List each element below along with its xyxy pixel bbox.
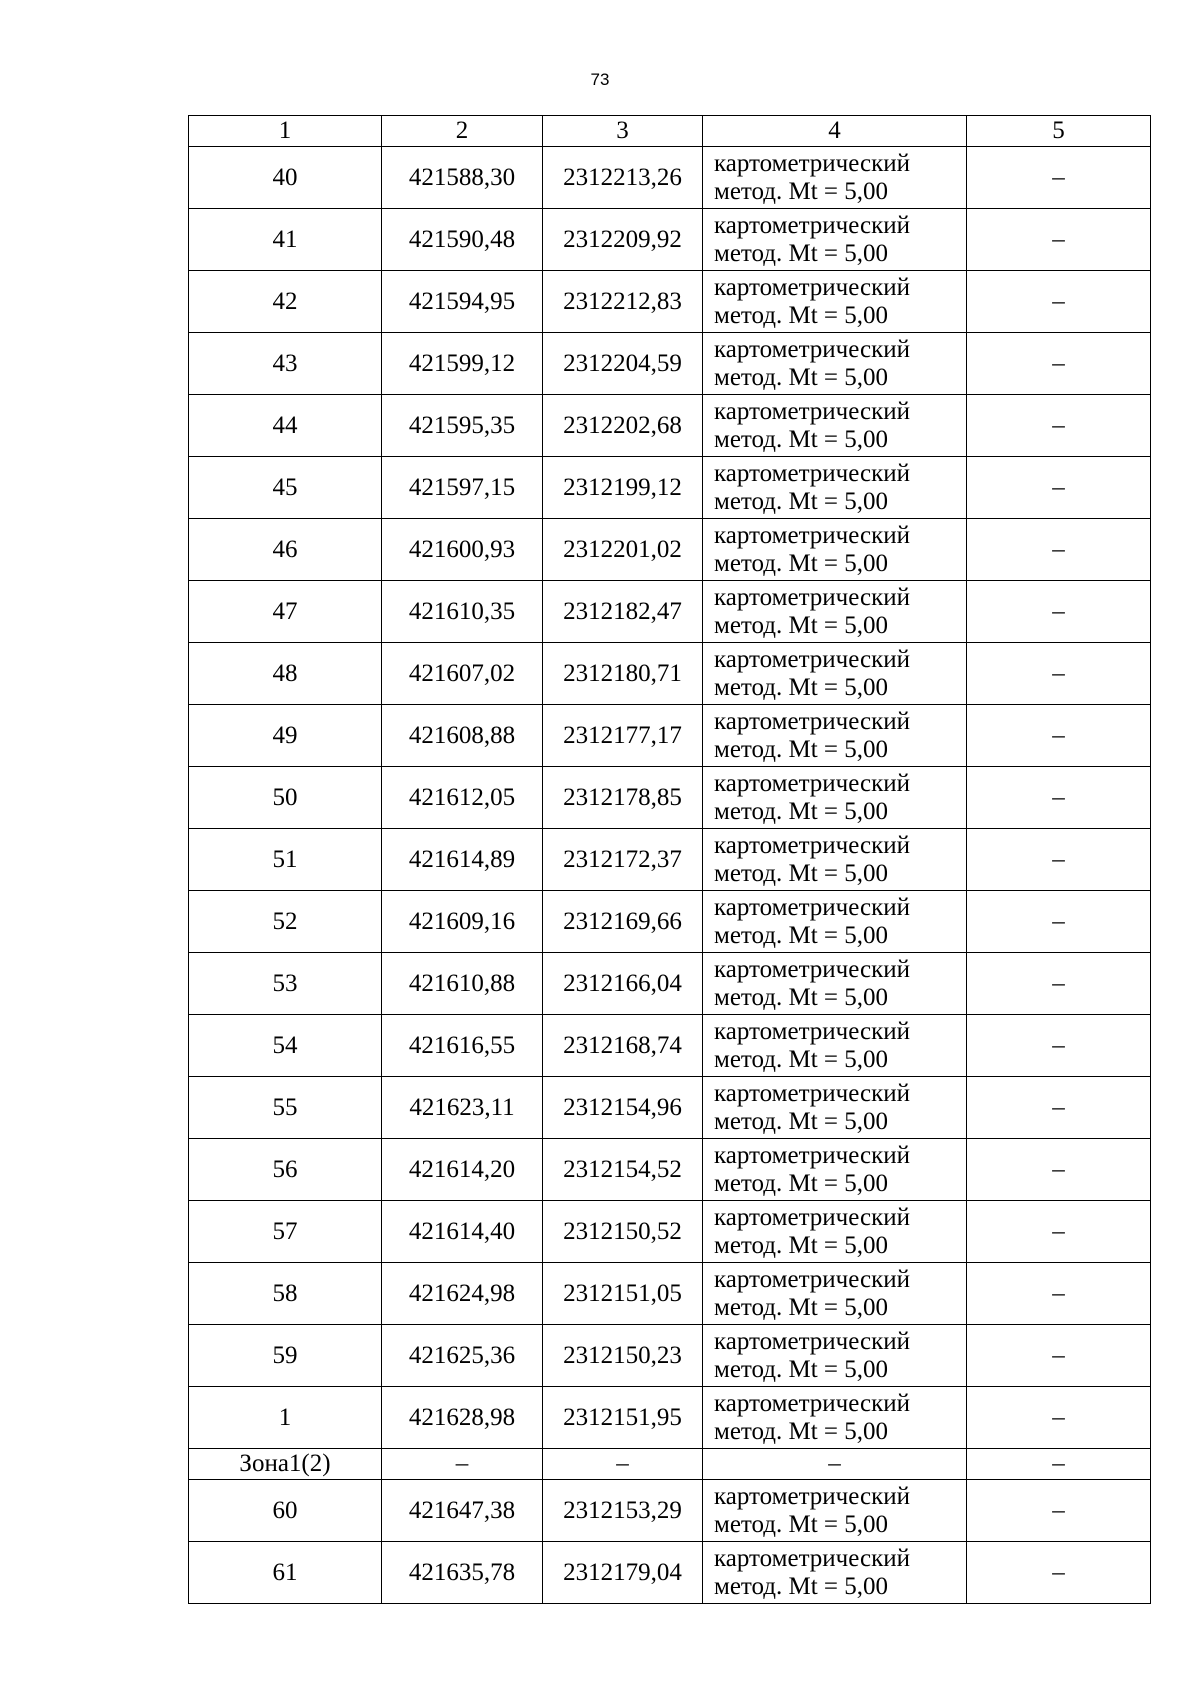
point-number-cell: 46 xyxy=(189,519,382,581)
column-header-3: 3 xyxy=(543,116,703,147)
method-text-line-2: метод. Mt = 5,00 xyxy=(714,425,889,453)
note-cell: – xyxy=(967,643,1151,705)
method-text-line-1: картометрический xyxy=(714,273,910,301)
y-coordinate-cell: 2312166,04 xyxy=(543,953,703,1015)
method-text-line-2: метод. Mt = 5,00 xyxy=(714,1169,889,1197)
point-number-cell: 48 xyxy=(189,643,382,705)
method-cell xyxy=(703,1077,967,1139)
y-coordinate-cell: 2312212,83 xyxy=(543,271,703,333)
y-coordinate-cell: 2312151,95 xyxy=(543,1387,703,1449)
method-text-line-2: метод. Mt = 5,00 xyxy=(714,1355,889,1383)
y-coordinate-cell: 2312201,02 xyxy=(543,519,703,581)
method-text-line-1: картометрический xyxy=(714,211,910,239)
x-coordinate-cell: 421609,16 xyxy=(382,891,543,953)
table-row xyxy=(189,209,1151,271)
x-coordinate-cell: 421608,88 xyxy=(382,705,543,767)
table-row xyxy=(189,1077,1151,1139)
method-text-line-1: картометрический xyxy=(714,459,910,487)
method-cell xyxy=(703,1139,967,1201)
point-number-cell: 59 xyxy=(189,1325,382,1387)
table-row xyxy=(189,767,1151,829)
y-coordinate-cell: 2312182,47 xyxy=(543,581,703,643)
y-coordinate-cell: 2312180,71 xyxy=(543,643,703,705)
point-number-cell: 55 xyxy=(189,1077,382,1139)
method-text-line-2: метод. Mt = 5,00 xyxy=(714,859,889,887)
point-number-cell: 40 xyxy=(189,147,382,209)
note-cell: – xyxy=(967,891,1151,953)
x-coordinate-cell: 421635,78 xyxy=(382,1542,543,1604)
y-coordinate-cell: 2312202,68 xyxy=(543,395,703,457)
method-cell xyxy=(703,519,967,581)
x-coordinate-cell: 421588,30 xyxy=(382,147,543,209)
y-coordinate-cell: 2312153,29 xyxy=(543,1480,703,1542)
point-number-cell: 45 xyxy=(189,457,382,519)
point-number-cell: 49 xyxy=(189,705,382,767)
x-coordinate-cell: – xyxy=(382,1449,543,1480)
method-cell xyxy=(703,643,967,705)
method-text-line-1: картометрический xyxy=(714,397,910,425)
x-coordinate-cell: 421610,88 xyxy=(382,953,543,1015)
method-text-line-2: метод. Mt = 5,00 xyxy=(714,797,889,825)
point-number-cell: 54 xyxy=(189,1015,382,1077)
table-row xyxy=(189,1387,1151,1449)
method-text-line-1: картометрический xyxy=(714,831,910,859)
method-text-line-1: картометрический xyxy=(714,149,910,177)
x-coordinate-cell: 421610,35 xyxy=(382,581,543,643)
method-cell xyxy=(703,705,967,767)
note-cell: – xyxy=(967,1139,1151,1201)
point-number-cell: 61 xyxy=(189,1542,382,1604)
method-text-line-2: метод. Mt = 5,00 xyxy=(714,487,889,515)
point-number-cell: 41 xyxy=(189,209,382,271)
method-text-line-2: метод. Mt = 5,00 xyxy=(714,921,889,949)
point-number-cell: 53 xyxy=(189,953,382,1015)
y-coordinate-cell: 2312172,37 xyxy=(543,829,703,891)
table-row xyxy=(189,333,1151,395)
method-text-line-1: картометрический xyxy=(714,955,910,983)
note-cell: – xyxy=(967,1480,1151,1542)
note-cell: – xyxy=(967,705,1151,767)
method-cell xyxy=(703,1542,967,1604)
column-header-4: 4 xyxy=(703,116,967,147)
y-coordinate-cell: 2312178,85 xyxy=(543,767,703,829)
table-row xyxy=(189,1015,1151,1077)
y-coordinate-cell: 2312154,96 xyxy=(543,1077,703,1139)
y-coordinate-cell: 2312204,59 xyxy=(543,333,703,395)
method-cell xyxy=(703,333,967,395)
method-cell xyxy=(703,271,967,333)
y-coordinate-cell: 2312177,17 xyxy=(543,705,703,767)
note-cell: – xyxy=(967,1015,1151,1077)
method-cell xyxy=(703,581,967,643)
note-cell: – xyxy=(967,1542,1151,1604)
point-number-cell: 43 xyxy=(189,333,382,395)
x-coordinate-cell: 421616,55 xyxy=(382,1015,543,1077)
x-coordinate-cell: 421597,15 xyxy=(382,457,543,519)
method-text-line-2: метод. Mt = 5,00 xyxy=(714,1107,889,1135)
method-text-line-2: метод. Mt = 5,00 xyxy=(714,1045,889,1073)
method-cell: – xyxy=(703,1449,967,1480)
method-text-line-1: картометрический xyxy=(714,1203,910,1231)
y-coordinate-cell: 2312150,52 xyxy=(543,1201,703,1263)
note-cell: – xyxy=(967,395,1151,457)
y-coordinate-cell: 2312168,74 xyxy=(543,1015,703,1077)
table-row xyxy=(189,1139,1151,1201)
x-coordinate-cell: 421628,98 xyxy=(382,1387,543,1449)
method-text-line-1: картометрический xyxy=(714,1265,910,1293)
method-cell xyxy=(703,1325,967,1387)
method-text-line-1: картометрический xyxy=(714,893,910,921)
coordinates-table xyxy=(188,115,1151,1604)
method-text-line-2: метод. Mt = 5,00 xyxy=(714,1510,889,1538)
table-row xyxy=(189,395,1151,457)
page-number: 73 xyxy=(590,70,610,89)
y-coordinate-cell: 2312150,23 xyxy=(543,1325,703,1387)
x-coordinate-cell: 421607,02 xyxy=(382,643,543,705)
x-coordinate-cell: 421600,93 xyxy=(382,519,543,581)
method-text-line-2: метод. Mt = 5,00 xyxy=(714,1572,889,1600)
point-number-cell: 50 xyxy=(189,767,382,829)
method-cell xyxy=(703,1387,967,1449)
method-cell xyxy=(703,1263,967,1325)
method-cell xyxy=(703,1201,967,1263)
point-number-cell: 47 xyxy=(189,581,382,643)
column-header-2: 2 xyxy=(382,116,543,147)
note-cell: – xyxy=(967,1387,1151,1449)
table-row xyxy=(189,705,1151,767)
point-number-cell: 52 xyxy=(189,891,382,953)
method-text-line-1: картометрический xyxy=(714,335,910,363)
zone-row xyxy=(189,1449,1151,1480)
x-coordinate-cell: 421612,05 xyxy=(382,767,543,829)
method-text-line-1: картометрический xyxy=(714,769,910,797)
table-row xyxy=(189,1325,1151,1387)
note-cell: – xyxy=(967,581,1151,643)
method-text-line-2: метод. Mt = 5,00 xyxy=(714,735,889,763)
method-text-line-1: картометрический xyxy=(714,583,910,611)
y-coordinate-cell: 2312154,52 xyxy=(543,1139,703,1201)
x-coordinate-cell: 421614,40 xyxy=(382,1201,543,1263)
note-cell: – xyxy=(967,1325,1151,1387)
method-text-line-1: картометрический xyxy=(714,1482,910,1510)
x-coordinate-cell: 421590,48 xyxy=(382,209,543,271)
method-cell xyxy=(703,395,967,457)
x-coordinate-cell: 421623,11 xyxy=(382,1077,543,1139)
x-coordinate-cell: 421595,35 xyxy=(382,395,543,457)
note-cell: – xyxy=(967,1449,1151,1480)
note-cell: – xyxy=(967,147,1151,209)
note-cell: – xyxy=(967,457,1151,519)
note-cell: – xyxy=(967,1077,1151,1139)
table-row xyxy=(189,891,1151,953)
point-number-cell: 1 xyxy=(189,1387,382,1449)
y-coordinate-cell: – xyxy=(543,1449,703,1480)
method-text-line-1: картометрический xyxy=(714,521,910,549)
table-row xyxy=(189,953,1151,1015)
method-text-line-2: метод. Mt = 5,00 xyxy=(714,611,889,639)
table-row xyxy=(189,1542,1151,1604)
note-cell: – xyxy=(967,271,1151,333)
method-cell xyxy=(703,1015,967,1077)
table-row xyxy=(189,457,1151,519)
method-cell xyxy=(703,209,967,271)
x-coordinate-cell: 421647,38 xyxy=(382,1480,543,1542)
point-number-cell: 51 xyxy=(189,829,382,891)
table-row xyxy=(189,829,1151,891)
y-coordinate-cell: 2312209,92 xyxy=(543,209,703,271)
method-cell xyxy=(703,1480,967,1542)
method-cell xyxy=(703,953,967,1015)
method-cell xyxy=(703,147,967,209)
point-number-cell: 56 xyxy=(189,1139,382,1201)
x-coordinate-cell: 421599,12 xyxy=(382,333,543,395)
column-header-1: 1 xyxy=(189,116,382,147)
x-coordinate-cell: 421614,20 xyxy=(382,1139,543,1201)
method-text-line-1: картометрический xyxy=(714,1327,910,1355)
y-coordinate-cell: 2312199,12 xyxy=(543,457,703,519)
method-text-line-2: метод. Mt = 5,00 xyxy=(714,301,889,329)
method-text-line-2: метод. Mt = 5,00 xyxy=(714,1231,889,1259)
table-row xyxy=(189,1480,1151,1542)
note-cell: – xyxy=(967,333,1151,395)
method-text-line-2: метод. Mt = 5,00 xyxy=(714,983,889,1011)
table-row xyxy=(189,581,1151,643)
method-text-line-1: картометрический xyxy=(714,707,910,735)
method-cell xyxy=(703,457,967,519)
x-coordinate-cell: 421624,98 xyxy=(382,1263,543,1325)
x-coordinate-cell: 421614,89 xyxy=(382,829,543,891)
table-row xyxy=(189,1263,1151,1325)
column-header-5: 5 xyxy=(967,116,1151,147)
note-cell: – xyxy=(967,829,1151,891)
method-text-line-2: метод. Mt = 5,00 xyxy=(714,1417,889,1445)
note-cell: – xyxy=(967,1201,1151,1263)
point-number-cell: 57 xyxy=(189,1201,382,1263)
table-row xyxy=(189,519,1151,581)
note-cell: – xyxy=(967,519,1151,581)
x-coordinate-cell: 421625,36 xyxy=(382,1325,543,1387)
note-cell: – xyxy=(967,953,1151,1015)
y-coordinate-cell: 2312169,66 xyxy=(543,891,703,953)
method-text-line-1: картометрический xyxy=(714,1017,910,1045)
note-cell: – xyxy=(967,209,1151,271)
table-row xyxy=(189,147,1151,209)
method-text-line-2: метод. Mt = 5,00 xyxy=(714,1293,889,1321)
point-number-cell: 58 xyxy=(189,1263,382,1325)
y-coordinate-cell: 2312151,05 xyxy=(543,1263,703,1325)
note-cell: – xyxy=(967,1263,1151,1325)
method-cell xyxy=(703,767,967,829)
method-text-line-2: метод. Mt = 5,00 xyxy=(714,363,889,391)
zone-label-cell: Зона1(2) xyxy=(189,1449,382,1480)
method-text-line-2: метод. Mt = 5,00 xyxy=(714,239,889,267)
method-text-line-2: метод. Mt = 5,00 xyxy=(714,549,889,577)
point-number-cell: 42 xyxy=(189,271,382,333)
point-number-cell: 60 xyxy=(189,1480,382,1542)
method-cell xyxy=(703,829,967,891)
method-text-line-1: картометрический xyxy=(714,645,910,673)
method-text-line-1: картометрический xyxy=(714,1389,910,1417)
table-row xyxy=(189,643,1151,705)
note-cell: – xyxy=(967,767,1151,829)
y-coordinate-cell: 2312213,26 xyxy=(543,147,703,209)
x-coordinate-cell: 421594,95 xyxy=(382,271,543,333)
method-cell xyxy=(703,891,967,953)
method-text-line-1: картометрический xyxy=(714,1141,910,1169)
table-row xyxy=(189,1201,1151,1263)
table-header-row xyxy=(189,116,1151,147)
method-text-line-2: метод. Mt = 5,00 xyxy=(714,673,889,701)
method-text-line-1: картометрический xyxy=(714,1544,910,1572)
method-text-line-1: картометрический xyxy=(714,1079,910,1107)
method-text-line-2: метод. Mt = 5,00 xyxy=(714,177,889,205)
y-coordinate-cell: 2312179,04 xyxy=(543,1542,703,1604)
table-row xyxy=(189,271,1151,333)
point-number-cell: 44 xyxy=(189,395,382,457)
